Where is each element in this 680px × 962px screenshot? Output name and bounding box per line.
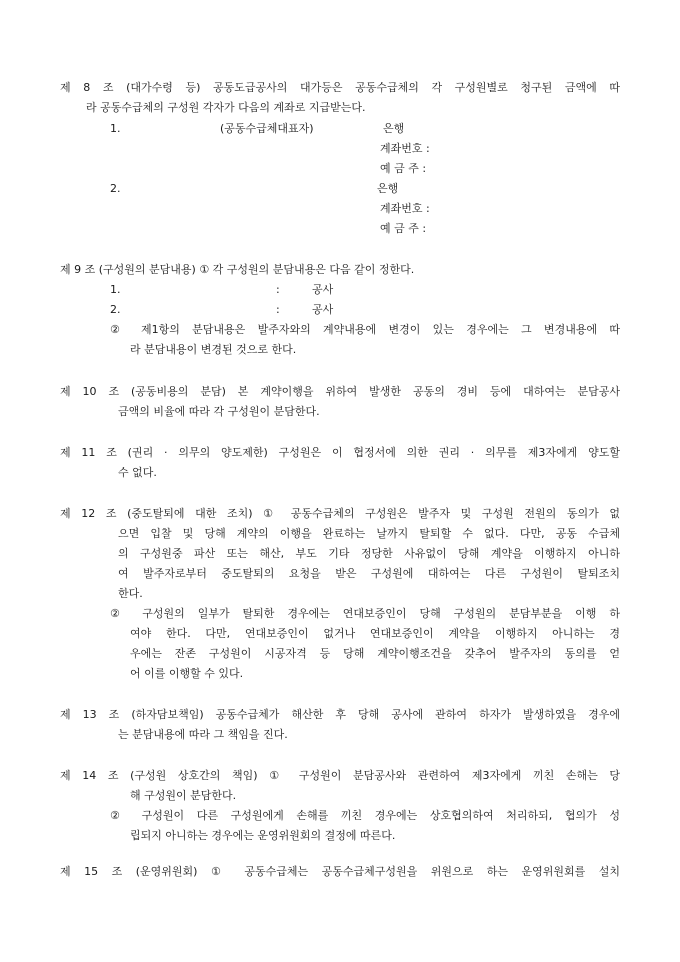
article-9-paragraph-2-line-2: 라 분담내용이 변경된 것으로 한다. (130, 343, 297, 356)
article-12-paragraph-2-line-4: 어 이를 이행할 수 있다. (130, 667, 244, 680)
article-12-line-3: 의 구성원중 파산 또는 해산, 부도 기타 정당한 사유없이 당해 계약을 이행하지 아니하 (118, 547, 620, 560)
article-12-paragraph-2-line-3: 우에는 잔존 구성원이 시공자격 등 당해 계약이행조건을 갖추어 발주자의 동의를 얻 (130, 647, 620, 660)
article-13-heading: 제 13 조 (하자담보책임) 공동수급체가 해산한 후 당해 공사에 관하여 하자가 발생하였을 경우에 (60, 708, 620, 721)
article-15-heading: 제 15 조 (운영위원회) ① 공동수급체는 공동수급체구성원을 위원으로 하는 운영위원회를 설치 (60, 865, 620, 878)
article-14-paragraph-2-line-1: ② 구성원이 다른 구성원에게 손해를 끼친 경우에는 상호협의하여 처리하되, 협의가 성 (110, 809, 620, 822)
article-9-item-1-work: 공사 (312, 283, 334, 296)
article-9-item-2-work: 공사 (312, 303, 334, 316)
article-8-item-2-account-holder: 예 금 주 : (380, 222, 427, 235)
article-11-heading: 제 11 조 (권리 · 의무의 양도제한) 구성원은 이 협정서에 의한 권리 · 의무를 제3자에게 양도할 (60, 446, 620, 459)
article-8-item-1-number: 1. (110, 122, 121, 135)
article-8-item-2-number: 2. (110, 182, 121, 195)
article-12-paragraph-2-line-1: ② 구성원의 일부가 탈퇴한 경우에는 연대보증인이 당해 구성원의 분담부분을 이행 하 (110, 607, 620, 620)
article-8-item-1-account-number: 계좌번호 : (380, 142, 430, 155)
article-14-heading: 제 14 조 (구성원 상호간의 책임) ① 구성원이 분담공사와 관련하여 제3자에게 끼친 손해는 당 (60, 769, 620, 782)
article-12-line-4: 여 발주자로부터 중도탈퇴의 요청을 받은 구성원에 대하여는 다른 구성원이 탈퇴조치 (118, 567, 620, 580)
article-9-item-1-colon: : (276, 283, 280, 296)
article-12-line-2: 으면 입찰 및 당해 계약의 이행을 완료하는 날까지 탈퇴할 수 없다. 다만, 공동 수급체 (118, 527, 620, 540)
article-14-line-2: 해 구성원이 분담한다. (130, 789, 237, 802)
article-9-item-2-number: 2. (110, 303, 121, 316)
article-9-heading: 제 9 조 (구성원의 분담내용) ① 각 구성원의 분담내용은 다음 같이 정한다. (60, 263, 415, 276)
article-11-line-2: 수 없다. (118, 466, 157, 479)
article-12-line-5: 한다. (118, 587, 143, 600)
article-9-item-1-number: 1. (110, 283, 121, 296)
article-10-heading: 제 10 조 (공동비용의 분담) 본 계약이행을 위하여 발생한 공동의 경비 등에 대하여는 분담공사 (60, 385, 620, 398)
article-9-item-2-colon: : (276, 303, 280, 316)
article-13-line-2: 는 분담내용에 따라 그 책임을 진다. (118, 728, 288, 741)
article-8-item-1-account-holder: 예 금 주 : (380, 162, 427, 175)
article-8-item-2-account-number: 계좌번호 : (380, 202, 430, 215)
article-12-heading: 제 12 조 (중도탈퇴에 대한 조치) ① 공동수급체의 구성원은 발주자 및 구성원 전원의 동의가 없 (60, 507, 620, 520)
article-8-item-2-bank: 은행 (377, 182, 399, 195)
article-8-item-1-representative: (공동수급체대표자) (220, 122, 314, 135)
article-8-continuation: 라 공동수급체의 구성원 각자가 다음의 계좌로 지급받는다. (86, 101, 366, 114)
article-8-heading: 제 8 조 (대가수령 등) 공동도급공사의 대가등은 공동수급체의 각 구성원별로 청구된 금액에 따 (60, 81, 620, 94)
article-8-item-1-bank: 은행 (383, 122, 405, 135)
article-14-paragraph-2-line-2: 립되지 아니하는 경우에는 운영위원회의 결정에 따른다. (130, 829, 396, 842)
article-9-paragraph-2-line-1: ② 제1항의 분담내용은 발주자와의 계약내용에 변경이 있는 경우에는 그 변경내용에 따 (110, 323, 620, 336)
article-12-paragraph-2-line-2: 여야 한다. 다만, 연대보증인이 없거나 연대보증인이 계약을 이행하지 아니하는 경 (130, 627, 620, 640)
article-10-line-2: 금액의 비율에 따라 각 구성원이 분담한다. (118, 405, 320, 418)
